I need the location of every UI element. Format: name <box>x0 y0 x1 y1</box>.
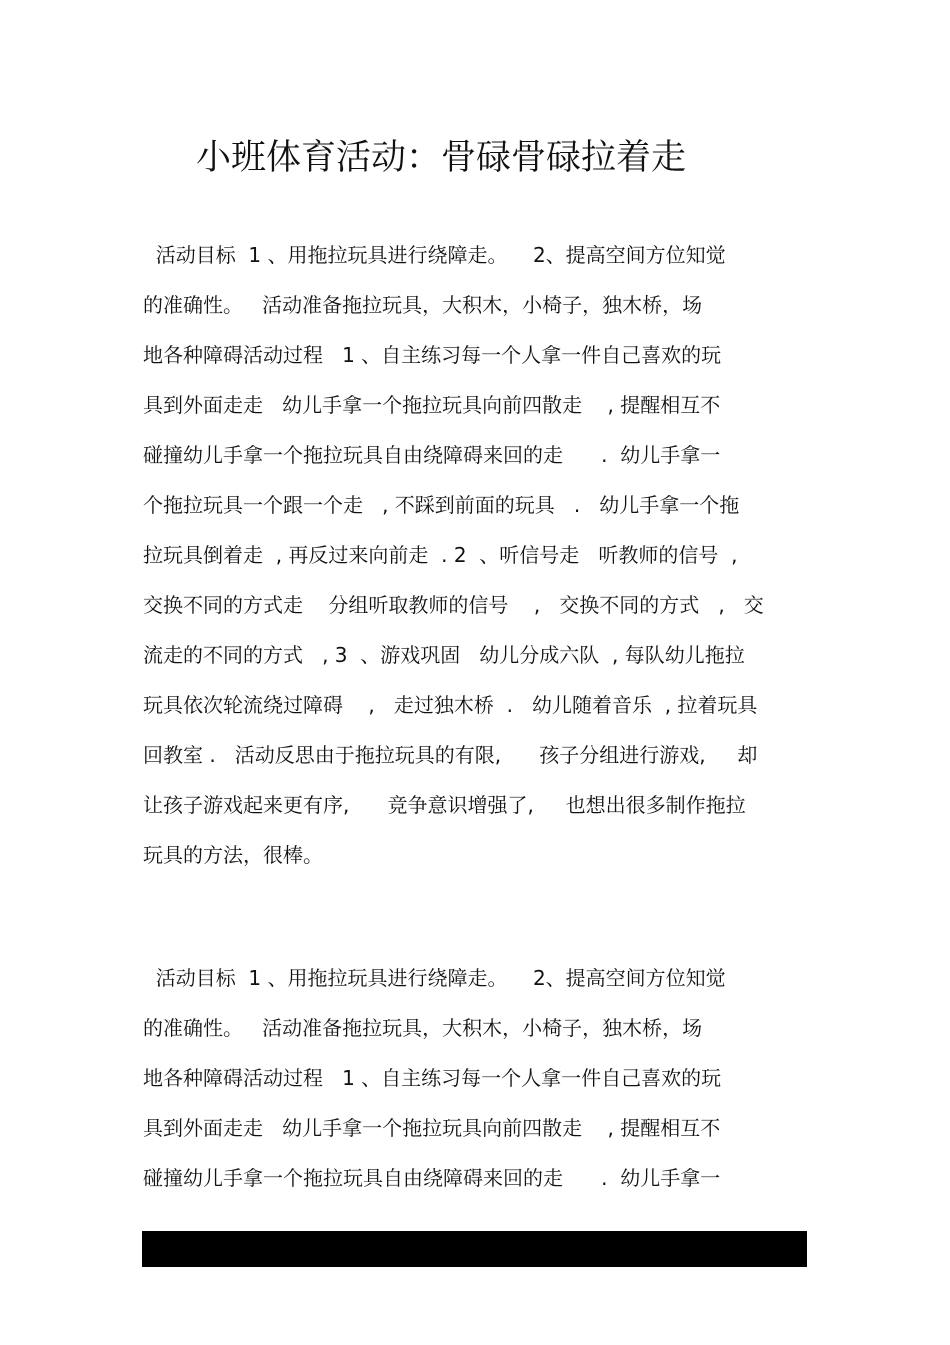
text-line: 地各种障碍活动过程 1 、自主练习每一个人拿一件自己喜欢的玩 <box>143 343 722 367</box>
text-line: 地各种障碍活动过程 1 、自主练习每一个人拿一件自己喜欢的玩 <box>143 1066 722 1090</box>
text-line: 拉玩具倒着走 , 再反过来向前走 . 2 、听信号走 听教师的信号 , <box>143 543 738 567</box>
text-line: 的准确性。 活动准备拖拉玩具，大积木，小椅子，独木桥，场 <box>143 1016 703 1040</box>
text-line: 玩具的方法，很棒。 <box>143 843 323 867</box>
text-line: 具到外面走走 幼儿手拿一个拖拉玩具向前四散走 , 提醒相互不 <box>143 393 721 417</box>
text-line: 碰撞幼儿手拿一个拖拉玩具自由绕障碍来回的走 . 幼儿手拿一 <box>143 1166 721 1190</box>
footer-bar <box>142 1231 807 1267</box>
text-line: 碰撞幼儿手拿一个拖拉玩具自由绕障碍来回的走 . 幼儿手拿一 <box>143 443 721 467</box>
text-line: 玩具依次轮流绕过障碍 , 走过独木桥 . 幼儿随着音乐 , 拉着玩具 <box>143 693 758 717</box>
text-line: 活动目标 1 、用拖拉玩具进行绕障走。 2、提高空间方位知觉 <box>143 243 726 267</box>
text-line: 具到外面走走 幼儿手拿一个拖拉玩具向前四散走 , 提醒相互不 <box>143 1116 721 1140</box>
text-line: 个拖拉玩具一个跟一个走 , 不踩到前面的玩具 . 幼儿手拿一个拖 <box>143 493 740 517</box>
page-title: 小班体育活动：骨碌骨碌拉着走 <box>196 138 687 178</box>
text-line: 活动目标 1 、用拖拉玩具进行绕障走。 2、提高空间方位知觉 <box>143 966 726 990</box>
text-line: 回教室 . 活动反思由于拖拉玩具的有限, 孩子分组进行游戏, 却 <box>143 743 758 767</box>
text-line: 流走的不同的方式 , 3 、游戏巩固 幼儿分成六队 , 每队幼儿拖拉 <box>143 643 745 667</box>
text-line: 的准确性。 活动准备拖拉玩具，大积木，小椅子，独木桥，场 <box>143 293 703 317</box>
text-line: 让孩子游戏起来更有序, 竞争意识增强了, 也想出很多制作拖拉 <box>143 793 746 817</box>
text-line: 交换不同的方式走 分组听取教师的信号 , 交换不同的方式 , 交 <box>143 593 764 617</box>
